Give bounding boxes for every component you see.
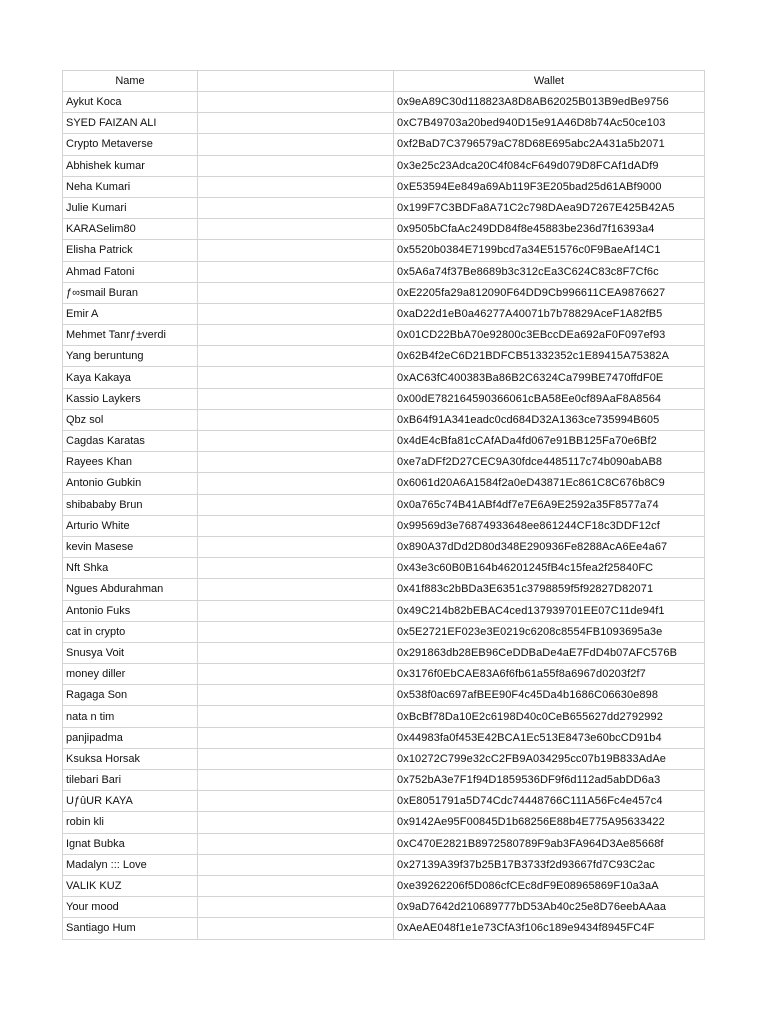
empty-cell[interactable] <box>198 558 394 579</box>
name-cell[interactable]: SYED FAIZAN ALI <box>63 113 198 134</box>
table-row <box>63 409 705 430</box>
table-row <box>63 346 705 367</box>
table-row <box>63 92 705 113</box>
wallet-cell[interactable]: 0x10272C799e32cC2FB9A034295cc07b19B833AdAe <box>394 748 705 769</box>
wallet-cell[interactable]: 0x62B4f2eC6D21BDFCB51332352c1E89415A75382A <box>394 346 705 367</box>
wallet-cell[interactable]: 0x00dE782164590366061cBA58Ee0cf89AaF8A8564 <box>394 388 705 409</box>
name-cell[interactable]: Elisha Patrick <box>63 240 198 261</box>
wallet-cell[interactable]: 0x3176f0EbCAE83A6f6fb61a55f8a6967d0203f2f7 <box>394 664 705 685</box>
empty-cell[interactable] <box>198 134 394 155</box>
wallet-cell[interactable]: 0xAeAE048f1e1e73CfA3f106c189e9434f8945FC4F <box>394 918 705 939</box>
wallet-cell[interactable]: 0xAC63fC400383Ba86B2C6324Ca799BE7470ffdF0E <box>394 367 705 388</box>
table-row <box>63 155 705 176</box>
name-cell[interactable]: Mehmet Tanrƒ±verdi <box>63 325 198 346</box>
empty-cell[interactable] <box>198 791 394 812</box>
empty-cell[interactable] <box>198 261 394 282</box>
empty-cell[interactable] <box>198 918 394 939</box>
header-name[interactable]: Name <box>63 71 198 92</box>
header-empty[interactable] <box>198 71 394 92</box>
empty-cell[interactable] <box>198 197 394 218</box>
table-row <box>63 176 705 197</box>
empty-cell[interactable] <box>198 176 394 197</box>
name-cell[interactable]: Kassio Laykers <box>63 388 198 409</box>
name-cell[interactable]: Aykut Koca <box>63 92 198 113</box>
empty-cell[interactable] <box>198 875 394 896</box>
table-row <box>63 918 705 939</box>
wallet-cell[interactable]: 0x43e3c60B0B164b46201245fB4c15fea2f25840FC <box>394 558 705 579</box>
table-row <box>63 452 705 473</box>
name-cell[interactable]: Madalyn ::: Love <box>63 854 198 875</box>
table-row <box>63 642 705 663</box>
wallet-cell[interactable]: 0x9eA89C30d118823A8D8AB62025B013B9edBe9756 <box>394 92 705 113</box>
wallet-cell[interactable]: 0x4dE4cBfa81cCAfADa4fd067e91BB125Fa70e6Bf2 <box>394 431 705 452</box>
empty-cell[interactable] <box>198 833 394 854</box>
name-cell[interactable]: Crypto Metaverse <box>63 134 198 155</box>
wallet-cell[interactable]: 0x6061d20A6A1584f2a0eD43871Ec861C8C676b8C9 <box>394 473 705 494</box>
empty-cell[interactable] <box>198 303 394 324</box>
empty-cell[interactable] <box>198 473 394 494</box>
wallet-cell[interactable]: 0x3e25c23Adca20C4f084cF649d079D8FCAf1dADf9 <box>394 155 705 176</box>
wallet-cell[interactable]: 0xC470E2821B8972580789F9ab3FA964D3Ae85668f <box>394 833 705 854</box>
name-cell[interactable]: panjipadma <box>63 727 198 748</box>
wallet-cell[interactable]: 0x890A37dDd2D80d348E290936Fe8288AcA6Ee4a67 <box>394 536 705 557</box>
table-row <box>63 240 705 261</box>
name-cell[interactable]: Ragaga Son <box>63 685 198 706</box>
wallet-cell[interactable]: 0xE53594Ee849a69Ab119F3E205bad25d61ABf9000 <box>394 176 705 197</box>
empty-cell[interactable] <box>198 282 394 303</box>
table-row <box>63 854 705 875</box>
empty-cell[interactable] <box>198 113 394 134</box>
empty-cell[interactable] <box>198 897 394 918</box>
wallet-cell[interactable]: 0x99569d3e76874933648ee861244CF18c3DDF12cf <box>394 515 705 536</box>
name-cell[interactable]: Ksuksa Horsak <box>63 748 198 769</box>
empty-cell[interactable] <box>198 727 394 748</box>
table-row <box>63 897 705 918</box>
name-cell[interactable]: money diller <box>63 664 198 685</box>
table-row <box>63 303 705 324</box>
empty-cell[interactable] <box>198 812 394 833</box>
empty-cell[interactable] <box>198 346 394 367</box>
wallet-cell[interactable]: 0xC7B49703a20bed940D15e91A46D8b74Ac50ce103 <box>394 113 705 134</box>
empty-cell[interactable] <box>198 367 394 388</box>
empty-cell[interactable] <box>198 621 394 642</box>
table-row <box>63 706 705 727</box>
wallet-cell[interactable]: 0x199F7C3BDFa8A71C2c798DAea9D7267E425B42A5 <box>394 197 705 218</box>
name-cell[interactable]: ƒ∞smail Buran <box>63 282 198 303</box>
name-cell[interactable]: Your mood <box>63 897 198 918</box>
wallet-cell[interactable]: 0xe39262206f5D086cfCEc8dF9E08965869F10a3aA <box>394 875 705 896</box>
name-cell[interactable]: kevin Masese <box>63 536 198 557</box>
name-cell[interactable]: Neha Kumari <box>63 176 198 197</box>
empty-cell[interactable] <box>198 92 394 113</box>
name-cell[interactable]: VALIK KUZ <box>63 875 198 896</box>
wallet-cell[interactable]: 0x49C214b82bEBAC4ced137939701EE07C11de94f1 <box>394 600 705 621</box>
table-row <box>63 791 705 812</box>
name-cell[interactable]: Emir A <box>63 303 198 324</box>
table-row <box>63 134 705 155</box>
table-row <box>63 664 705 685</box>
name-cell[interactable]: cat in crypto <box>63 621 198 642</box>
name-cell[interactable]: Ignat Bubka <box>63 833 198 854</box>
table-row <box>63 600 705 621</box>
wallet-cell[interactable]: 0x41f883c2bBDa3E6351c3798859f5f92827D82071 <box>394 579 705 600</box>
name-cell[interactable]: Santiago Hum <box>63 918 198 939</box>
empty-cell[interactable] <box>198 770 394 791</box>
empty-cell[interactable] <box>198 388 394 409</box>
name-cell[interactable]: Qbz sol <box>63 409 198 430</box>
name-cell[interactable]: Abhishek kumar <box>63 155 198 176</box>
table-row <box>63 219 705 240</box>
wallet-cell[interactable]: 0xaD22d1eB0a46277A40071b7b78829AceF1A82fB5 <box>394 303 705 324</box>
name-cell[interactable]: Julie Kumari <box>63 197 198 218</box>
name-cell[interactable]: Yang beruntung <box>63 346 198 367</box>
name-cell[interactable]: Ngues Abdurahman <box>63 579 198 600</box>
table-row <box>63 473 705 494</box>
table-row <box>63 494 705 515</box>
table-row <box>63 325 705 346</box>
table-row <box>63 748 705 769</box>
empty-cell[interactable] <box>198 515 394 536</box>
name-cell[interactable]: Snusya Voit <box>63 642 198 663</box>
empty-cell[interactable] <box>198 685 394 706</box>
wallet-spreadsheet <box>62 70 705 940</box>
name-cell[interactable]: Arturio White <box>63 515 198 536</box>
table-row <box>63 875 705 896</box>
header-wallet[interactable]: Wallet <box>394 71 705 92</box>
empty-cell[interactable] <box>198 579 394 600</box>
table-row <box>63 812 705 833</box>
table-row <box>63 621 705 642</box>
table-row <box>63 388 705 409</box>
wallet-cell[interactable]: 0x752bA3e7F1f94D1859536DF9f6d112ad5abDD6a3 <box>394 770 705 791</box>
table-row <box>63 261 705 282</box>
empty-cell[interactable] <box>198 240 394 261</box>
name-cell[interactable]: shibababy Brun <box>63 494 198 515</box>
wallet-cell[interactable]: 0xBcBf78Da10E2c6198D40c0CeB655627dd2792992 <box>394 706 705 727</box>
wallet-cell[interactable]: 0x9aD7642d210689777bD53Ab40c25e8D76eebAAaa <box>394 897 705 918</box>
name-cell[interactable]: Antonio Gubkin <box>63 473 198 494</box>
name-cell[interactable]: Nft Shka <box>63 558 198 579</box>
empty-cell[interactable] <box>198 452 394 473</box>
table-row <box>63 197 705 218</box>
table-row <box>63 579 705 600</box>
wallet-cell[interactable]: 0xB64f91A341eadc0cd684D32A1363ce735994B605 <box>394 409 705 430</box>
table-row <box>63 558 705 579</box>
wallet-cell[interactable]: 0x01CD22BbA70e92800c3EBccDEa692aF0F097ef93 <box>394 325 705 346</box>
wallet-cell[interactable]: 0x27139A39f37b25B17B3733f2d93667fd7C93C2ac <box>394 854 705 875</box>
wallet-cell[interactable]: 0x5520b0384E7199bcd7a34E51576c0F9BaeAf14C1 <box>394 240 705 261</box>
wallet-cell[interactable]: 0x291863db28EB96CeDDBaDe4aE7FdD4b07AFC576B <box>394 642 705 663</box>
table-row <box>63 727 705 748</box>
wallet-cell[interactable]: 0x0a765c74B41ABf4df7e7E6A9E2592a35F8577a74 <box>394 494 705 515</box>
name-cell[interactable]: Antonio Fuks <box>63 600 198 621</box>
table-row <box>63 515 705 536</box>
table-row <box>63 685 705 706</box>
name-cell[interactable]: KARASelim80 <box>63 219 198 240</box>
wallet-cell[interactable]: 0x9505bCfaAc249DD84f8e45883be236d7f16393a4 <box>394 219 705 240</box>
name-cell[interactable]: nata n tim <box>63 706 198 727</box>
wallet-cell[interactable]: 0xf2BaD7C3796579aC78D68E695abc2A431a5b2071 <box>394 134 705 155</box>
name-cell[interactable]: Cagdas Karatas <box>63 431 198 452</box>
empty-cell[interactable] <box>198 494 394 515</box>
wallet-cell[interactable]: 0xE2205fa29a812090F64DD9Cb996611CEA9876627 <box>394 282 705 303</box>
empty-cell[interactable] <box>198 706 394 727</box>
table-row <box>63 431 705 452</box>
empty-cell[interactable] <box>198 219 394 240</box>
empty-cell[interactable] <box>198 409 394 430</box>
empty-cell[interactable] <box>198 642 394 663</box>
table-row <box>63 113 705 134</box>
wallet-cell[interactable]: 0x9142Ae95F00845D1b68256E88b4E775A95633422 <box>394 812 705 833</box>
empty-cell[interactable] <box>198 536 394 557</box>
header-row <box>63 71 705 92</box>
table-row <box>63 833 705 854</box>
table-row <box>63 282 705 303</box>
wallet-cell[interactable]: 0x44983fa0f453E42BCA1Ec513E8473e60bcCD91b4 <box>394 727 705 748</box>
table-row <box>63 536 705 557</box>
wallet-cell[interactable]: 0x5E2721EF023e3E0219c6208c8554FB1093695a3e <box>394 621 705 642</box>
empty-cell[interactable] <box>198 748 394 769</box>
wallet-cell[interactable]: 0x5A6a74f37Be8689b3c312cEa3C624C83c8F7Cf6c <box>394 261 705 282</box>
wallet-cell[interactable]: 0x538f0ac697afBEE90F4c45Da4b1686C06630e898 <box>394 685 705 706</box>
table-row <box>63 367 705 388</box>
name-cell[interactable]: tilebari Bari <box>63 770 198 791</box>
table-row <box>63 770 705 791</box>
empty-cell[interactable] <box>198 325 394 346</box>
empty-cell[interactable] <box>198 431 394 452</box>
name-cell[interactable]: Rayees Khan <box>63 452 198 473</box>
empty-cell[interactable] <box>198 600 394 621</box>
wallet-cell[interactable]: 0xE8051791a5D74Cdc74448766C111A56Fc4e457c4 <box>394 791 705 812</box>
empty-cell[interactable] <box>198 854 394 875</box>
name-cell[interactable]: robin kli <box>63 812 198 833</box>
name-cell[interactable]: UƒûUR KAYA <box>63 791 198 812</box>
name-cell[interactable]: Ahmad Fatoni <box>63 261 198 282</box>
empty-cell[interactable] <box>198 155 394 176</box>
name-cell[interactable]: Kaya Kakaya <box>63 367 198 388</box>
sheet-body <box>63 71 705 940</box>
empty-cell[interactable] <box>198 664 394 685</box>
wallet-cell[interactable]: 0xe7aDFf2D27CEC9A30fdce4485117c74b090abAB8 <box>394 452 705 473</box>
